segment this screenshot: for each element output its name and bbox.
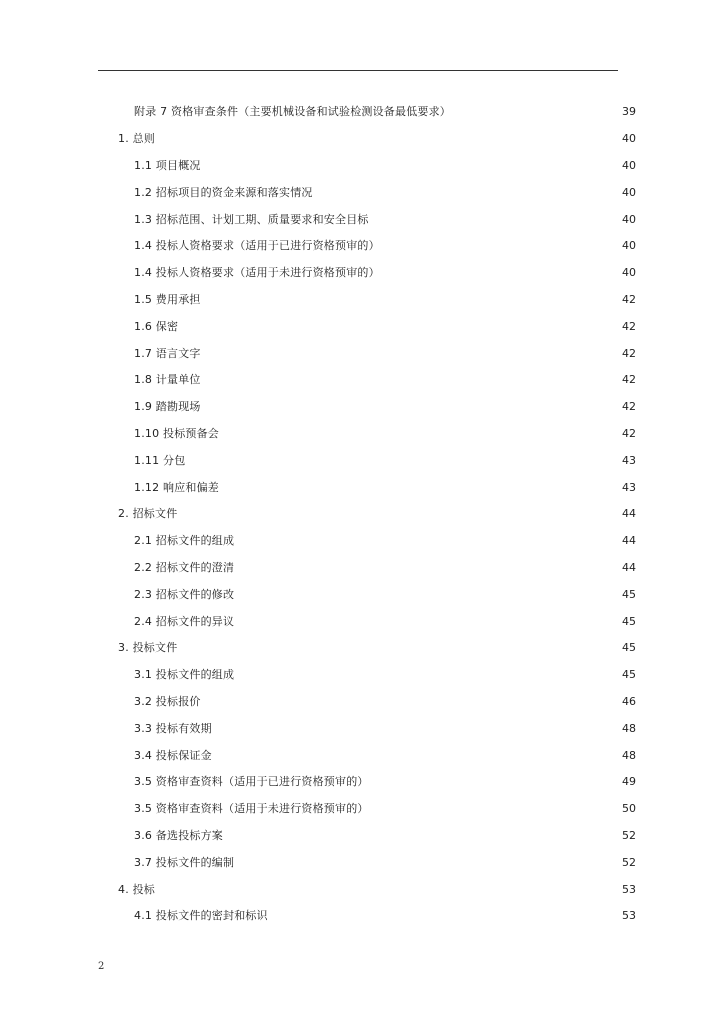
toc-entry[interactable]	[0, 796, 724, 823]
toc-entry-page: 48	[622, 748, 636, 762]
toc-entry-label: 2.2 招标文件的澄清	[134, 560, 235, 574]
dot-leader	[203, 293, 614, 307]
dot-leader	[203, 695, 614, 709]
toc-entry-label: 附录 7 资格审查条件（主要机械设备和试验检测设备最低要求）	[134, 105, 451, 119]
toc-entry[interactable]	[0, 769, 724, 796]
toc-entry-page: 52	[622, 828, 636, 842]
dot-leader	[203, 400, 614, 414]
toc-entry-page: 42	[622, 319, 636, 333]
toc-entry[interactable]	[0, 715, 724, 742]
toc-entry[interactable]	[0, 581, 724, 608]
toc-entry-label: 1.2 招标项目的资金来源和落实情况	[134, 185, 313, 199]
dot-leader	[315, 186, 614, 200]
toc-entry-page: 42	[622, 373, 636, 387]
toc-entry[interactable]	[0, 635, 724, 662]
dot-leader	[225, 829, 614, 843]
toc-entry[interactable]	[0, 260, 724, 287]
toc-entry[interactable]	[0, 474, 724, 501]
toc-entry-page: 45	[622, 587, 636, 601]
table-of-contents	[0, 99, 724, 930]
header-rule	[98, 70, 618, 71]
page-number: 2	[98, 961, 105, 972]
dot-leader	[203, 159, 614, 173]
toc-entry-label: 1. 总则	[118, 132, 155, 146]
dot-leader	[453, 105, 614, 119]
toc-entry-label: 3.2 投标报价	[134, 694, 201, 708]
toc-entry-label: 1.6 保密	[134, 319, 179, 333]
toc-entry-label: 3. 投标文件	[118, 641, 178, 655]
toc-entry-label: 2.4 招标文件的异议	[134, 614, 235, 628]
dot-leader	[236, 615, 614, 629]
toc-entry-label: 1.11 分包	[134, 453, 186, 467]
dot-leader	[270, 909, 614, 923]
dot-leader	[214, 749, 614, 763]
toc-entry-page: 49	[622, 775, 636, 789]
toc-entry[interactable]	[0, 126, 724, 153]
dot-leader	[221, 481, 614, 495]
toc-entry-label: 1.4 投标人资格要求（适用于已进行资格预审的）	[134, 239, 380, 253]
dot-leader	[221, 427, 614, 441]
dot-leader	[371, 802, 614, 816]
toc-entry-page: 40	[622, 132, 636, 146]
toc-entry[interactable]	[0, 823, 724, 850]
toc-entry[interactable]	[0, 153, 724, 180]
toc-entry[interactable]	[0, 447, 724, 474]
toc-entry[interactable]	[0, 608, 724, 635]
dot-leader	[236, 561, 614, 575]
dot-leader	[214, 722, 614, 736]
toc-entry[interactable]	[0, 233, 724, 260]
toc-entry[interactable]	[0, 421, 724, 448]
toc-entry-page: 45	[622, 668, 636, 682]
toc-entry-page: 42	[622, 426, 636, 440]
toc-entry-page: 45	[622, 614, 636, 628]
dot-leader	[382, 266, 614, 280]
toc-entry[interactable]	[0, 206, 724, 233]
toc-entry[interactable]	[0, 367, 724, 394]
toc-entry[interactable]	[0, 528, 724, 555]
toc-entry-page: 40	[622, 158, 636, 172]
toc-entry-label: 1.5 费用承担	[134, 292, 201, 306]
toc-entry-label: 3.3 投标有效期	[134, 721, 212, 735]
toc-entry-page: 43	[622, 453, 636, 467]
toc-entry-page: 46	[622, 694, 636, 708]
toc-entry-label: 3.5 资格审查资料（适用于已进行资格预审的）	[134, 775, 369, 789]
toc-entry-label: 3.4 投标保证金	[134, 748, 212, 762]
dot-leader	[157, 132, 614, 146]
toc-entry-label: 3.1 投标文件的组成	[134, 668, 235, 682]
toc-entry-page: 52	[622, 855, 636, 869]
toc-entry[interactable]	[0, 501, 724, 528]
dot-leader	[203, 373, 614, 387]
dot-leader	[371, 213, 614, 227]
toc-entry[interactable]	[0, 849, 724, 876]
dot-leader	[236, 668, 614, 682]
toc-entry-label: 1.4 投标人资格要求（适用于未进行资格预审的）	[134, 266, 380, 280]
toc-entry-page: 53	[622, 882, 636, 896]
toc-entry[interactable]	[0, 689, 724, 716]
toc-entry-label: 2.3 招标文件的修改	[134, 587, 235, 601]
toc-entry-page: 53	[622, 909, 636, 923]
toc-entry-page: 44	[622, 507, 636, 521]
toc-entry[interactable]	[0, 876, 724, 903]
toc-entry-page: 40	[622, 212, 636, 226]
dot-leader	[236, 534, 614, 548]
toc-entry[interactable]	[0, 287, 724, 314]
toc-entry-label: 1.10 投标预备会	[134, 426, 219, 440]
toc-entry[interactable]	[0, 99, 724, 126]
toc-entry-page: 43	[622, 480, 636, 494]
toc-entry[interactable]	[0, 179, 724, 206]
toc-entry[interactable]	[0, 555, 724, 582]
toc-entry-label: 1.7 语言文字	[134, 346, 201, 360]
dot-leader	[236, 588, 614, 602]
dot-leader	[236, 856, 614, 870]
toc-entry-page: 42	[622, 400, 636, 414]
toc-entry-label: 3.5 资格审查资料（适用于未进行资格预审的）	[134, 802, 369, 816]
toc-entry-page: 40	[622, 266, 636, 280]
dot-leader	[203, 347, 614, 361]
toc-entry[interactable]	[0, 903, 724, 930]
toc-entry-page: 42	[622, 346, 636, 360]
toc-entry-label: 4.1 投标文件的密封和标识	[134, 909, 268, 923]
dot-leader	[382, 239, 614, 253]
toc-entry-label: 4. 投标	[118, 882, 155, 896]
toc-entry[interactable]	[0, 742, 724, 769]
toc-entry[interactable]	[0, 313, 724, 340]
toc-entry[interactable]	[0, 662, 724, 689]
toc-entry-label: 1.8 计量单位	[134, 373, 201, 387]
toc-entry-page: 42	[622, 292, 636, 306]
toc-entry-label: 1.3 招标范围、计划工期、质量要求和安全目标	[134, 212, 369, 226]
toc-entry-page: 48	[622, 721, 636, 735]
toc-entry[interactable]	[0, 340, 724, 367]
toc-entry-label: 1.9 踏勘现场	[134, 400, 201, 414]
toc-entry-label: 3.7 投标文件的编制	[134, 855, 235, 869]
toc-entry-page: 45	[622, 641, 636, 655]
toc-entry-label: 1.1 项目概况	[134, 158, 201, 172]
dot-leader	[179, 641, 614, 655]
toc-entry-label: 2. 招标文件	[118, 507, 178, 521]
dot-leader	[157, 883, 614, 897]
dot-leader	[179, 507, 614, 521]
dot-leader	[180, 320, 614, 334]
toc-entry-page: 40	[622, 239, 636, 253]
toc-entry-page: 44	[622, 534, 636, 548]
toc-entry[interactable]	[0, 394, 724, 421]
dot-leader	[371, 775, 614, 789]
dot-leader	[187, 454, 614, 468]
toc-entry-page: 44	[622, 560, 636, 574]
toc-entry-page: 40	[622, 185, 636, 199]
toc-entry-label: 2.1 招标文件的组成	[134, 534, 235, 548]
toc-entry-label: 1.12 响应和偏差	[134, 480, 219, 494]
toc-entry-label: 3.6 备选投标方案	[134, 828, 223, 842]
toc-entry-page: 39	[622, 105, 636, 119]
toc-entry-page: 50	[622, 802, 636, 816]
